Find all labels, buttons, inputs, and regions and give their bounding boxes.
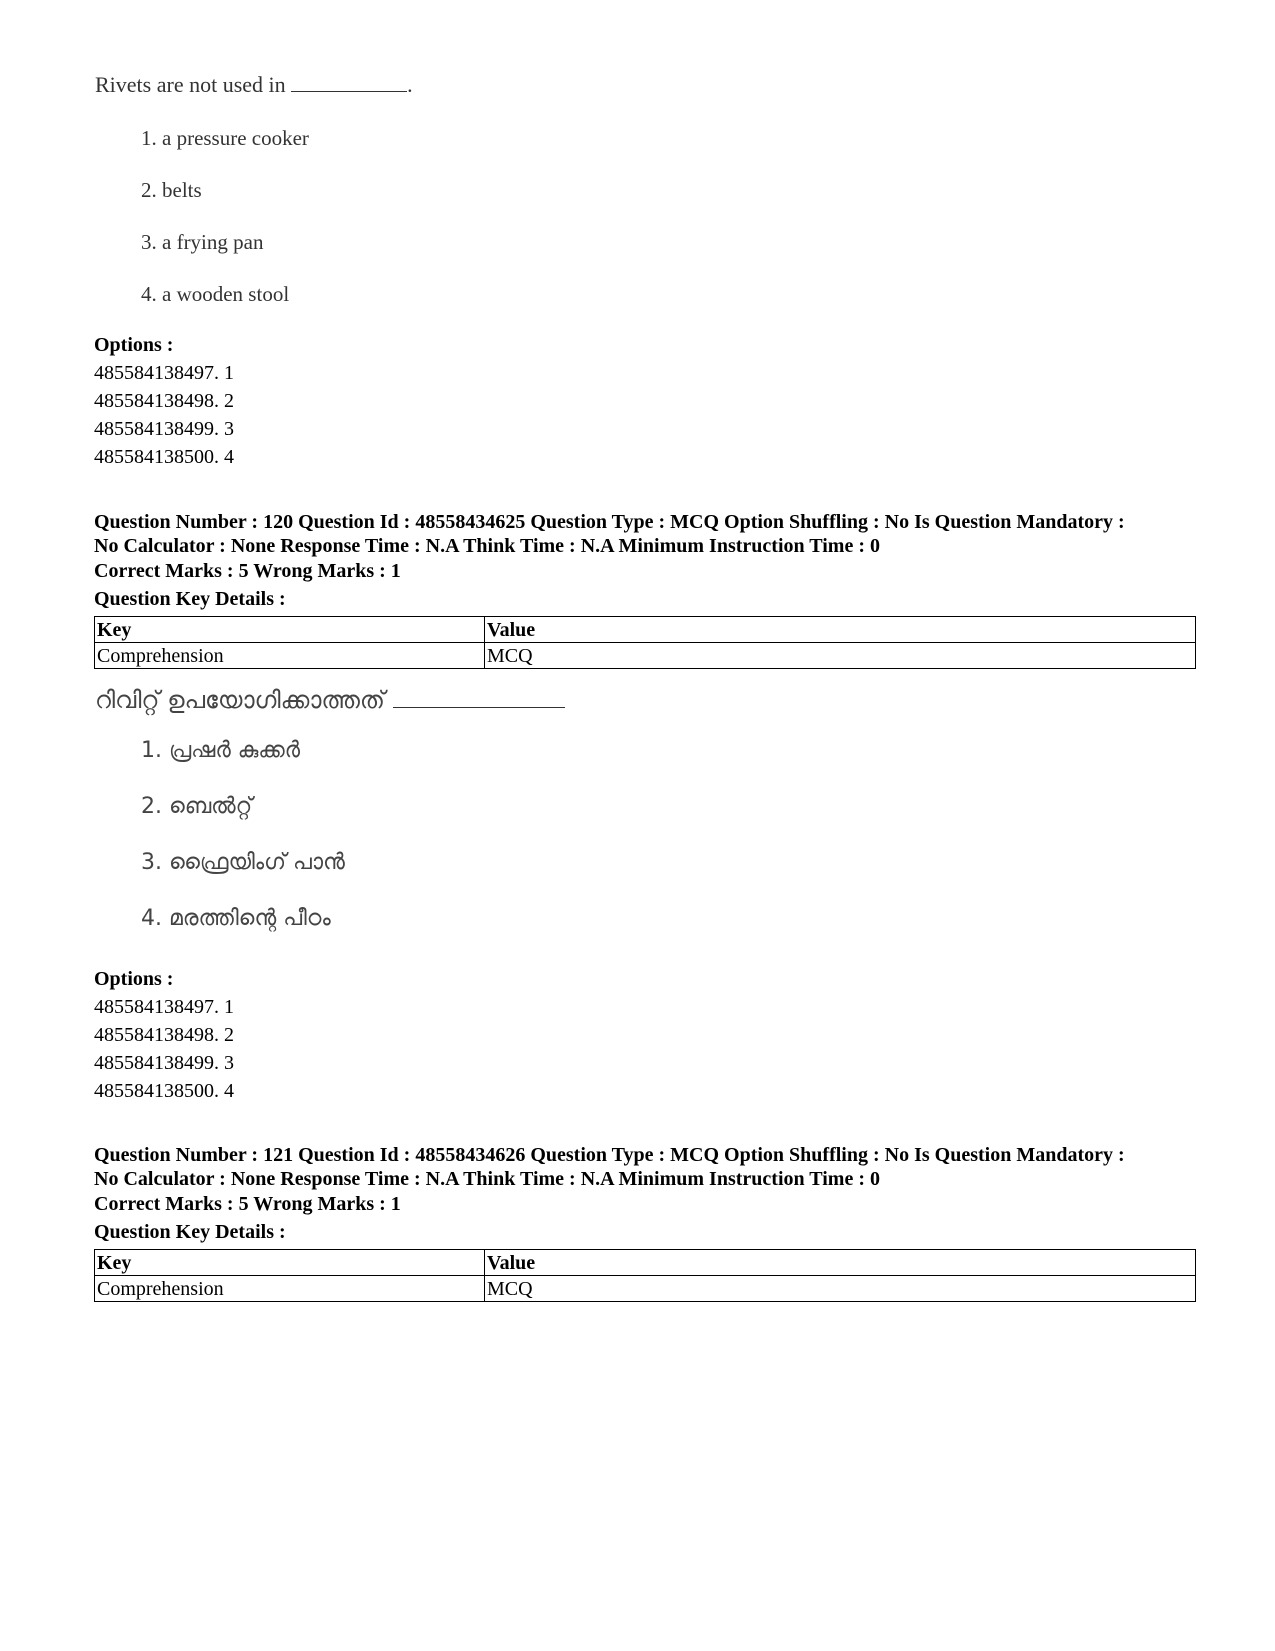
question-stem <box>95 72 413 98</box>
choice-item: 2. belts <box>141 178 202 202</box>
choice-item: 1. a pressure cooker <box>141 126 309 150</box>
question-text: റിവിറ്റ് ഉപയോഗിക്കാത്തത് <box>95 686 385 714</box>
marks-line: Correct Marks : 5 Wrong Marks : 1 <box>94 1193 401 1215</box>
table-header-value: Value <box>485 1250 1196 1276</box>
table-row <box>95 643 1196 669</box>
question-meta <box>94 1143 1204 1191</box>
choice-item: 1. പ്രഷർ കുക്കർ <box>141 738 301 763</box>
key-details-label: Question Key Details : <box>94 588 286 610</box>
table-header-key: Key <box>95 617 485 643</box>
table-header-value: Value <box>485 617 1196 643</box>
answer-blank <box>393 706 565 708</box>
option-item: 485584138497. 1 <box>94 996 234 1018</box>
key-details-table <box>94 1249 1196 1302</box>
question-text: Rivets are not used in <box>95 72 286 97</box>
question-stem <box>95 686 565 714</box>
table-cell-key: Comprehension <box>95 1276 485 1302</box>
option-item: 485584138498. 2 <box>94 1024 234 1046</box>
question-meta-line2: No Calculator : None Response Time : N.A Think Time : N.A Minimum Instruction Time : 0 <box>94 535 880 557</box>
end-punct: . <box>407 72 413 97</box>
question-meta-line1: Question Number : 120 Question Id : 48558434625 Question Type : MCQ Option Shuffling : No Is Question Mandatory : <box>94 511 1125 533</box>
answer-blank <box>291 90 407 92</box>
option-item: 485584138498. 2 <box>94 390 234 412</box>
table-header-key: Key <box>95 1250 485 1276</box>
table-cell-key: Comprehension <box>95 643 485 669</box>
option-item: 485584138500. 4 <box>94 1080 234 1102</box>
choice-item: 2. ബെൽറ്റ് <box>141 794 253 819</box>
table-header-row <box>95 617 1196 643</box>
option-item: 485584138499. 3 <box>94 1052 234 1074</box>
table-header-row <box>95 1250 1196 1276</box>
table-row <box>95 1276 1196 1302</box>
question-image-english <box>95 72 413 306</box>
table-cell-value: MCQ <box>485 1276 1196 1302</box>
options-label: Options : <box>94 968 174 990</box>
options-label: Options : <box>94 334 174 356</box>
choice-item: 4. മരത്തിന്റെ പീഠം <box>141 906 331 931</box>
choice-item: 3. a frying pan <box>141 230 264 254</box>
marks-line: Correct Marks : 5 Wrong Marks : 1 <box>94 560 401 582</box>
option-item: 485584138500. 4 <box>94 446 234 468</box>
table-cell-value: MCQ <box>485 643 1196 669</box>
option-item: 485584138499. 3 <box>94 418 234 440</box>
key-details-table <box>94 616 1196 669</box>
question-image-malayalam <box>95 686 565 931</box>
key-details-label: Question Key Details : <box>94 1221 286 1243</box>
question-meta-line1: Question Number : 121 Question Id : 48558434626 Question Type : MCQ Option Shuffling : No Is Question Mandatory : <box>94 1144 1125 1166</box>
choice-item: 4. a wooden stool <box>141 282 290 306</box>
option-item: 485584138497. 1 <box>94 362 234 384</box>
choice-item: 3. ഫ്രൈയിംഗ് പാൻ <box>141 850 345 875</box>
question-meta <box>94 510 1204 558</box>
question-meta-line2: No Calculator : None Response Time : N.A Think Time : N.A Minimum Instruction Time : 0 <box>94 1168 880 1190</box>
